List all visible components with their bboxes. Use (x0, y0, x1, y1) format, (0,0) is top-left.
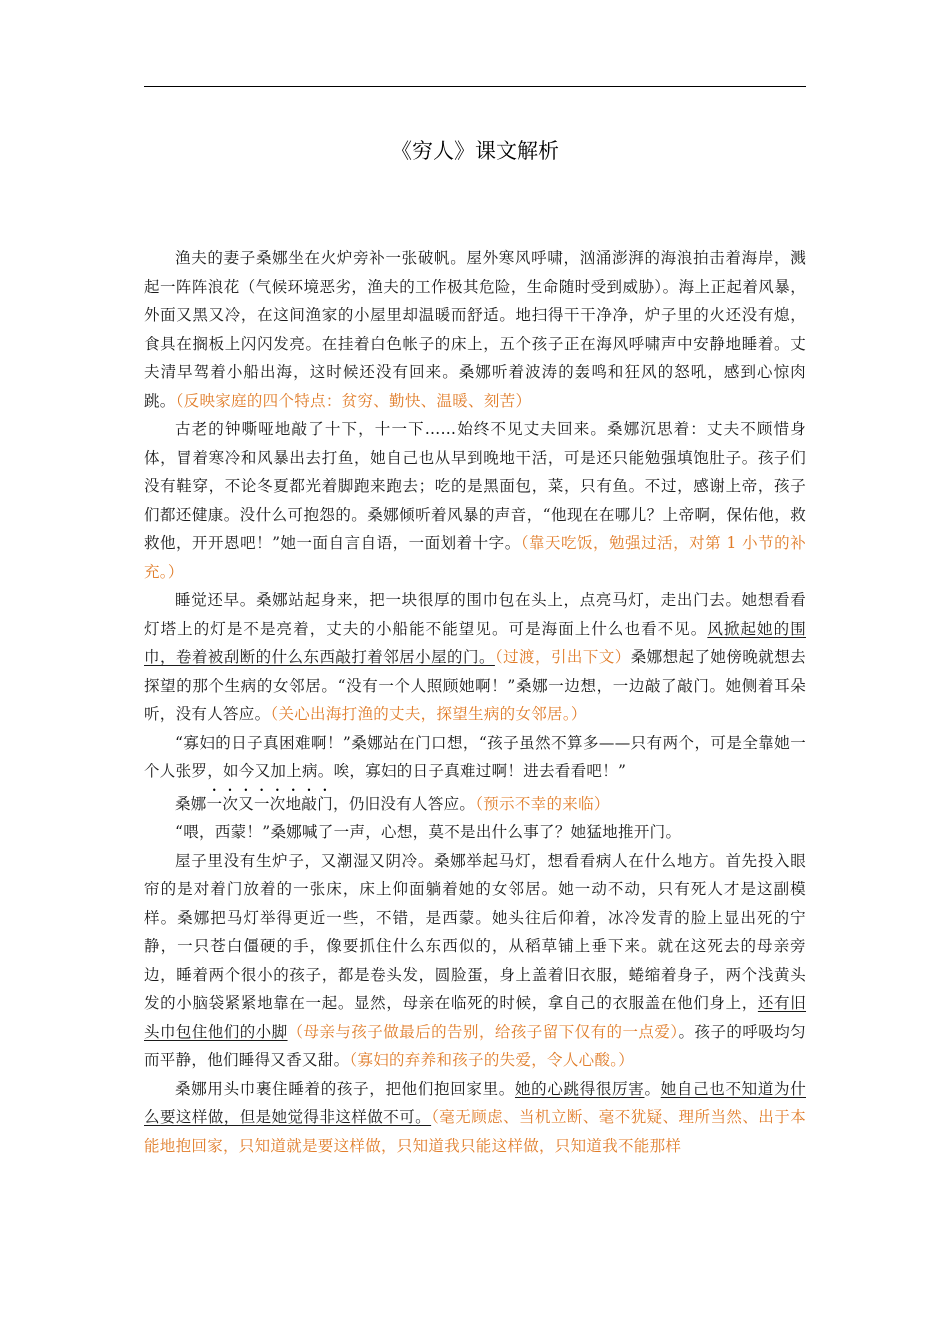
paragraph (144, 818, 806, 847)
text-run: 。 (644, 1079, 661, 1098)
annotation-note: （关心出海打渔的丈夫，探望生病的女邻居。） (270, 705, 587, 723)
annotation-note: （毫无顾虑、当机立断、毫不犹疑、理所当然、出于本能地抱回家，只知道就是要这样做，只知道我只能这样做，只知道我不能那样 (144, 1108, 807, 1155)
underlined-text: 还有旧头巾包住他们的小脚 (144, 994, 807, 1041)
text-run: 屋子里没有生炉子，又潮湿又阴冷。桑娜举起马灯，想看看病人在什么地方。首先投入眼帘的是对着门放着的一张床，床上仰面躺着她的女邻居。她一动不动，只有死人才是这副模样。桑娜把马灯举得更近一些，不错，是西蒙。她头往后仰着，冰冷发青的脸上显出死的宁静，一只苍白僵硬的手，像要抓住什么东西似的，从稻草铺上垂下来。就在这死去的母亲旁边，睡着两个很小的孩子，都是卷头发，圆脸蛋，身上盖着旧衣服，蜷缩着身子，两个浅黄头发的小脑袋紧紧地靠在一起。显然，母亲在临死的时候，拿自己的衣服盖在他们身上， (144, 851, 806, 1012)
text-run: 古老的钟嘶哑地敲了十下，十一下……始终不见丈夫回来。桑娜沉思着：丈夫不顾惜身体，冒着寒冷和风暴出去打鱼，她自己也从早到晚地干活，可是还只能勉强填饱肚子。孩子们没有鞋穿，不论冬夏都光着脚跑来跑去；吃的是黑面包，菜，只有鱼。不过，感谢上帝，孩子们都还健康。没什么可抱怨的。桑娜倾听着风暴的声音，“他现在在哪儿？上帝啊，保佑他，救救他，开开恩吧！”她一面自言自语，一面划着十字。 (144, 420, 806, 552)
text-run: “寡妇的日子真困难啊！”桑娜站在门口想，“孩子虽然不算多——只有两个，可是全靠她一个人张罗，如今又加上病。唉，寡妇的日子真难过啊！进去看看吧！” (144, 733, 806, 780)
underlined-text: 风掀起她的围巾，卷着被刮断的什么东西敲打着邻居小屋的门。 (144, 619, 806, 666)
annotation-note: （预示不幸的来临） (475, 794, 610, 813)
text-run: 渔夫的妻子桑娜坐在火炉旁补一张破帆。屋外寒风呼啸，汹涌澎湃的海浪拍击着海岸，溅起一阵阵浪花（气候环境恶劣，渔夫的工作极其危险，生命随时受到威胁）。海上正起着风暴，外面又黑又冷，在这间渔家的小屋里却温暖而舒适。地扫得干干净净，炉子里的火还没有熄，食具在搁板上闪闪发亮。在挂着白色帐子的床上，五个孩子正在海风呼啸声中安静地睡着。丈夫清早驾着小船出海，这时候还没有回来。桑娜听着波涛的轰鸣和狂风的怒吼，感到心惊肉跳。 (144, 249, 806, 410)
annotation-note: （反映家庭的四个特点：贫穷、勤快、温暖、刻苦） (175, 391, 532, 410)
text-run: 。孩子的呼吸均匀而平静，他们睡得又香又甜。 (144, 1022, 806, 1069)
text-run: “喂，西蒙！”桑娜喊了一声，心想，莫不是出什么事了？她猛地推开门。 (175, 823, 682, 841)
underlined-text: 她的心跳得很厉害 (514, 1079, 645, 1098)
underlined-text: 她自己也不知道为什么要这样做，但是她觉得非这样做不可。 (144, 1079, 806, 1126)
text-run: 桑娜 (175, 794, 207, 813)
paragraph (144, 1075, 806, 1161)
paragraph (144, 847, 806, 1075)
paragraph (144, 586, 806, 729)
header-rule (144, 86, 806, 87)
text-run: 桑娜想起了她傍晚就想去探望的那个生病的女邻居。“没有一个人照顾她啊！”桑娜一边想，一边敲了敲门。她侧着耳朵听，没有人答应。 (144, 648, 806, 723)
document-body (144, 244, 806, 1160)
emphasis-dotted-text: 一次又一次地敲门 (206, 794, 334, 813)
paragraph (144, 729, 806, 786)
paragraph (144, 415, 806, 586)
annotation-note: （寡妇的弃养和孩子的失爱，令人心酸。） (349, 1051, 635, 1069)
annotation-note: （过渡，引出下文） (494, 648, 631, 666)
text-run: ，仍旧没有人答应。 (333, 794, 476, 813)
paragraph (144, 244, 806, 415)
paragraph (144, 786, 806, 819)
text-run: 桑娜用头巾裹住睡着的孩子，把他们抱回家里。 (175, 1079, 515, 1098)
text-run: 睡觉还早。桑娜站起身来，把一块很厚的围巾包在头上，点亮马灯，走出门去。她想看看灯塔上的灯是不是亮着，丈夫的小船能不能望见。可是海面上什么也看不见。 (144, 591, 806, 638)
document-title: 《穷人》课文解析 (391, 139, 559, 163)
annotation-note: （母亲与孩子做最后的告别，给孩子留下仅有的一点爱） (287, 1022, 679, 1041)
annotation-note: （靠天吃饭，勉强过活，对第 1 小节的补充。） (144, 534, 806, 581)
